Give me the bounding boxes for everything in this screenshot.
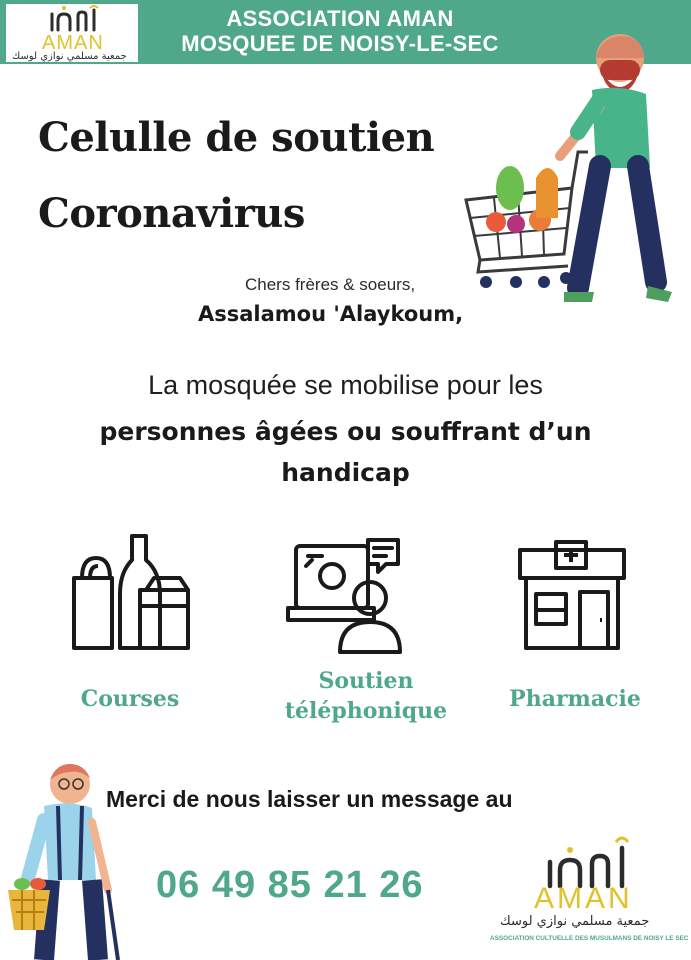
service-label-line: Pharmacie [509,686,641,712]
intro-line-3: handicap [281,458,410,487]
greeting-line-1: Chers frères & soeurs, [245,275,416,294]
service-label-courses [50,684,210,714]
header-line-2: MOSQUEE DE NOISY-LE-SEC [181,31,499,56]
header-line-1: ASSOCIATION AMAN [226,6,454,31]
title-line-2: Coronavirus [38,190,305,237]
logo-arabic-text: جمعية مسلمي نوازي لوسك [12,51,127,62]
title-line-1: Celulle de soutien [38,114,435,161]
service-label-line: Soutien [318,668,414,694]
logo-arabic-text: جمعية مسلمي نوازي لوسك [500,914,650,929]
groceries-icon [68,530,192,654]
service-label-line: Courses [80,686,180,712]
logo-latin-text: AMAN [534,882,633,915]
shopper-illustration [460,28,675,310]
service-label-line: téléphonique [284,698,448,724]
intro-line-2: personnes âgées ou souffrant d’un [99,417,592,446]
phone-support-icon [282,536,406,660]
contact-message: Merci de nous laisser un message au [106,786,513,812]
pharmacy-icon [516,540,628,652]
service-label-pharmacie [490,684,660,714]
logo-subtitle: ASSOCIATION CULTUELLE DES MUSULMANS DE NOISY LE SEC [490,935,689,942]
greeting-line-2: Assalamou 'Alaykoum, [198,302,464,326]
intro-line-1: La mosquée se mobilise pour les [148,370,543,400]
aman-logo-bottom [490,832,690,957]
aman-logo-top [6,4,138,62]
service-label-telephone [266,666,466,726]
phone-number[interactable]: 06 49 85 21 26 [156,864,424,906]
logo-latin-text: AMAN [42,32,104,54]
